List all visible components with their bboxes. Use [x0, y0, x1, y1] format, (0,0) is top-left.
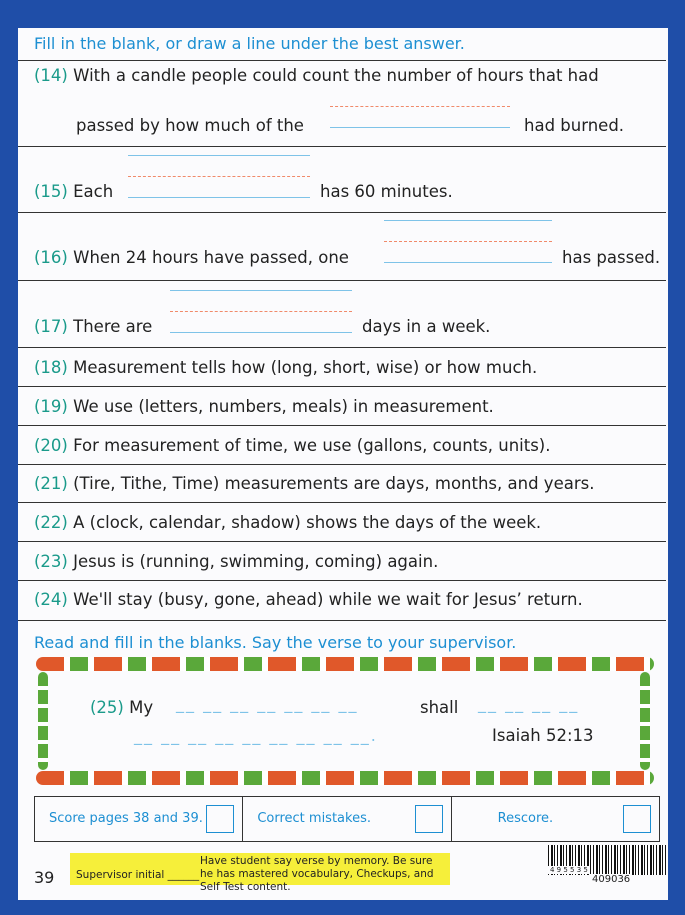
- divider: [18, 212, 666, 213]
- question-number: (17): [34, 317, 68, 336]
- question-number: (16): [34, 248, 68, 267]
- barcode-code: 409036: [592, 874, 631, 885]
- vine-border-left: [38, 672, 48, 770]
- question-24[interactable]: [34, 590, 583, 609]
- question-number: (23): [34, 552, 68, 571]
- blank-15[interactable]: [128, 155, 310, 198]
- divider: [18, 146, 666, 147]
- divider: [18, 386, 666, 387]
- divider: [18, 502, 666, 503]
- question-20[interactable]: [34, 436, 550, 455]
- divider: [18, 60, 666, 61]
- question-number: (20): [34, 436, 68, 455]
- rescore-label: Rescore.: [497, 811, 554, 826]
- instructions-verse: Read and fill in the blanks. Say the verse to your supervisor.: [34, 633, 517, 652]
- question-number: (18): [34, 358, 68, 377]
- question-15: [34, 182, 113, 201]
- question-18[interactable]: [34, 358, 537, 377]
- verse-shall: shall: [420, 698, 459, 717]
- question-17-rest: days in a week.: [362, 317, 491, 336]
- blank-16[interactable]: [384, 220, 552, 263]
- vine-border-bottom: [36, 771, 654, 785]
- question-19[interactable]: [34, 397, 494, 416]
- question-14-line2b: had burned.: [524, 116, 625, 135]
- verse-blank-2[interactable]: __ __ __ __ __ __ __ __ __.: [134, 726, 378, 745]
- question-number: (22): [34, 513, 68, 532]
- divider: [18, 620, 666, 621]
- rescore-checkbox[interactable]: [623, 805, 651, 833]
- score-cell: [35, 797, 243, 841]
- correct-checkbox[interactable]: [415, 805, 443, 833]
- question-number: (21): [34, 474, 68, 493]
- supervisor-initial: Supervisor initial ______: [76, 869, 200, 881]
- question-text: (Tire, Tithe, Time) measurements are days, months, and years.: [73, 474, 595, 493]
- question-number: (25): [90, 698, 124, 717]
- divider: [18, 425, 666, 426]
- supervisor-note-box: [70, 853, 450, 893]
- page-number: 39: [34, 868, 55, 887]
- score-pages-label: Score pages 38 and 39.: [49, 811, 203, 826]
- divider: [18, 464, 666, 465]
- question-text: When 24 hours have passed, one: [73, 248, 349, 267]
- divider: [18, 347, 666, 348]
- question-text: For measurement of time, we use (gallons, counts, units).: [73, 436, 551, 455]
- verse-blank-1[interactable]: __ __ __ __ __ __ __: [176, 694, 359, 713]
- question-16-rest: has passed.: [562, 248, 661, 267]
- verse-blank-3[interactable]: __ __ __ __: [478, 694, 580, 713]
- question-14-line2a: passed by how much of the: [76, 116, 304, 135]
- score-checkbox[interactable]: [206, 805, 234, 833]
- question-text: There are: [73, 317, 153, 336]
- question-number: (14): [34, 66, 68, 85]
- supervisor-note: Have student say verse by memory. Be sure he has mastered vocabulary, Checkups, and Self Test content.: [200, 855, 434, 893]
- question-23[interactable]: [34, 552, 438, 571]
- divider: [18, 280, 666, 281]
- vine-border-right: [640, 672, 650, 770]
- question-text: With a candle people could count the number of hours that had: [73, 66, 599, 85]
- barcode-digits: 4 9 5 5 3 5: [550, 866, 588, 874]
- question-15-rest: has 60 minutes.: [320, 182, 453, 201]
- question-text: We'll stay (busy, gone, ahead) while we wait for Jesus’ return.: [73, 590, 583, 609]
- question-text: Jesus is (running, swimming, coming) again.: [73, 552, 439, 571]
- question-17: [34, 317, 152, 336]
- correct-cell: [243, 797, 451, 841]
- correct-mistakes-label: Correct mistakes.: [257, 811, 371, 826]
- verse-reference: Isaiah 52:13: [492, 726, 594, 745]
- divider: [18, 541, 666, 542]
- question-text: Each: [73, 182, 114, 201]
- instructions-fill-in: Fill in the blank, or draw a line under the best answer.: [34, 34, 465, 53]
- question-25: [90, 698, 153, 717]
- vine-border-top: [36, 657, 654, 671]
- question-14-line1: [34, 66, 599, 85]
- score-box: [34, 796, 660, 842]
- question-number: (15): [34, 182, 68, 201]
- rescore-cell: [452, 797, 659, 841]
- blank-14[interactable]: [330, 106, 510, 128]
- question-21[interactable]: [34, 474, 594, 493]
- question-number: (24): [34, 590, 68, 609]
- question-number: (19): [34, 397, 68, 416]
- question-16: [34, 248, 349, 267]
- divider: [18, 580, 666, 581]
- question-22[interactable]: [34, 513, 541, 532]
- question-text: Measurement tells how (long, short, wise) or how much.: [73, 358, 538, 377]
- question-text: We use (letters, numbers, meals) in measurement.: [73, 397, 494, 416]
- question-text: My: [129, 698, 154, 717]
- question-text: A (clock, calendar, shadow) shows the days of the week.: [73, 513, 542, 532]
- blank-17[interactable]: [170, 290, 352, 333]
